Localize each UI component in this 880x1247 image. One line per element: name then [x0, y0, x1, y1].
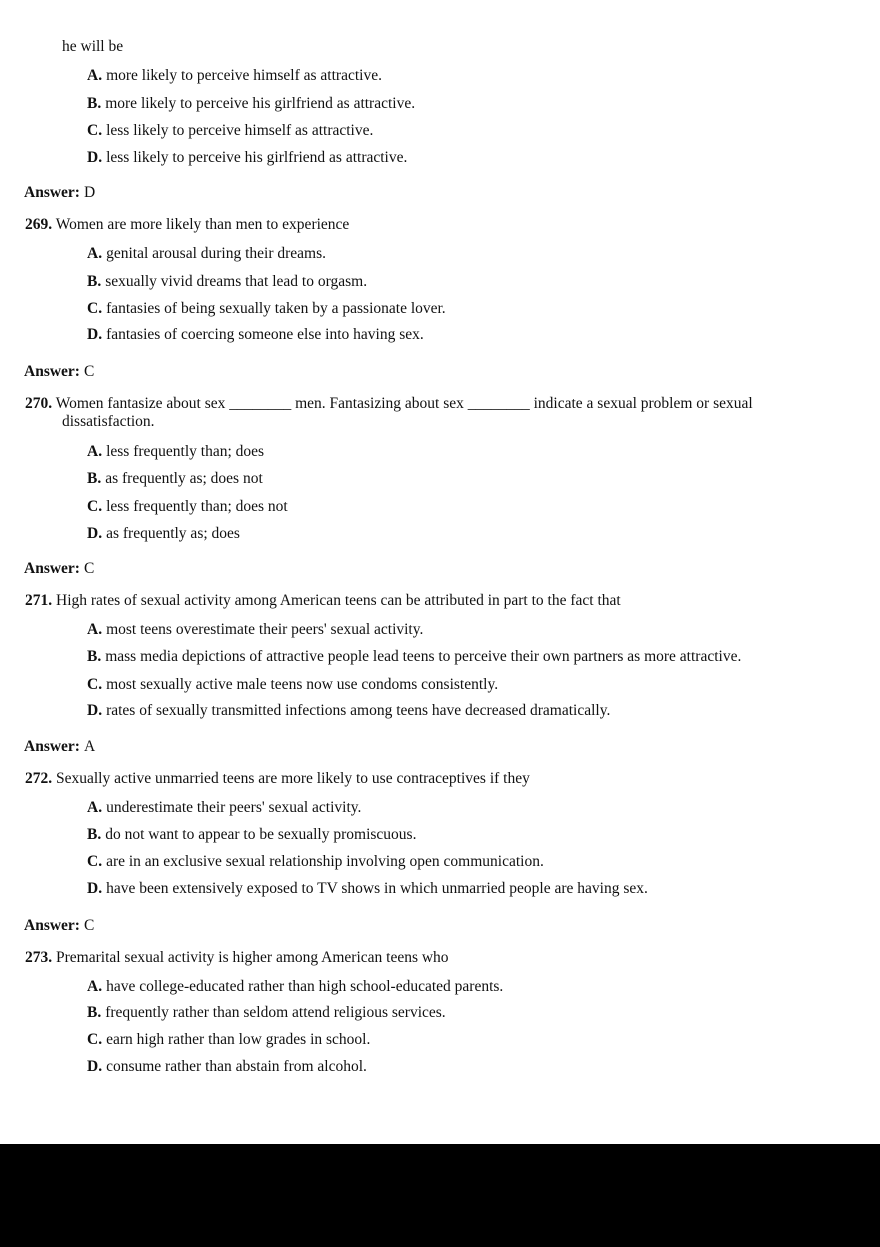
question-271-option-b: B. mass media depictions of attractive people lead teens to perceive their own partners as more attractive. [87, 648, 742, 665]
question-272-stem: 272. Sexually active unmarried teens are more likely to use contraceptives if they [25, 770, 530, 787]
question-270-option-a: A. less frequently than; does [87, 443, 265, 460]
question-270-option-b: B. as frequently as; does not [87, 470, 263, 487]
question-269-answer: Answer: C [24, 363, 95, 380]
question-269-option-a: A. genital arousal during their dreams. [87, 245, 327, 262]
question-271-stem: 271. High rates of sexual activity among American teens can be attributed in part to the fact that [25, 592, 621, 609]
question-271-option-d: D. rates of sexually transmitted infections among teens have decreased dramatically. [87, 702, 611, 719]
question-273-option-a: A. have college-educated rather than high school-educated parents. [87, 978, 504, 995]
question-272-answer: Answer: C [24, 917, 95, 934]
question-269-stem: 269. Women are more likely than men to experience [25, 216, 350, 233]
question-273-option-b: B. frequently rather than seldom attend religious services. [87, 1004, 446, 1021]
question-272-option-c: C. are in an exclusive sexual relationship involving open communication. [87, 853, 544, 870]
question-268-stem-continuation: he will be [62, 38, 124, 55]
question-271-option-a: A. most teens overestimate their peers' sexual activity. [87, 621, 424, 638]
question-268-option-c: C. less likely to perceive himself as attractive. [87, 122, 374, 139]
question-271-option-c: C. most sexually active male teens now use condoms consistently. [87, 676, 499, 693]
question-273-option-d: D. consume rather than abstain from alcohol. [87, 1058, 367, 1075]
question-268-option-b: B. more likely to perceive his girlfriend as attractive. [87, 95, 416, 112]
question-269-option-c: C. fantasies of being sexually taken by a passionate lover. [87, 300, 446, 317]
question-270-answer: Answer: C [24, 560, 95, 577]
question-272-option-a: A. underestimate their peers' sexual activity. [87, 799, 362, 816]
question-268-answer: Answer: D [24, 184, 96, 201]
question-270-option-d: D. as frequently as; does [87, 525, 240, 542]
question-269-option-b: B. sexually vivid dreams that lead to orgasm. [87, 273, 368, 290]
question-270-stem: 270. Women fantasize about sex ________ men. Fantasizing about sex ________ indicate a sexual problem or sexual [25, 395, 753, 412]
question-268-option-a: A. more likely to perceive himself as attractive. [87, 67, 382, 84]
question-270-stem-continuation: dissatisfaction. [62, 413, 155, 430]
question-268-option-d: D. less likely to perceive his girlfriend as attractive. [87, 149, 408, 166]
page-bottom-black-band [0, 1144, 880, 1247]
question-272-option-b: B. do not want to appear to be sexually promiscuous. [87, 826, 417, 843]
question-271-answer: Answer: A [24, 738, 96, 755]
question-270-option-c: C. less frequently than; does not [87, 498, 288, 515]
question-269-option-d: D. fantasies of coercing someone else into having sex. [87, 326, 424, 343]
question-272-option-d: D. have been extensively exposed to TV shows in which unmarried people are having sex. [87, 880, 648, 897]
question-273-stem: 273. Premarital sexual activity is higher among American teens who [25, 949, 449, 966]
question-273-option-c: C. earn high rather than low grades in school. [87, 1031, 371, 1048]
